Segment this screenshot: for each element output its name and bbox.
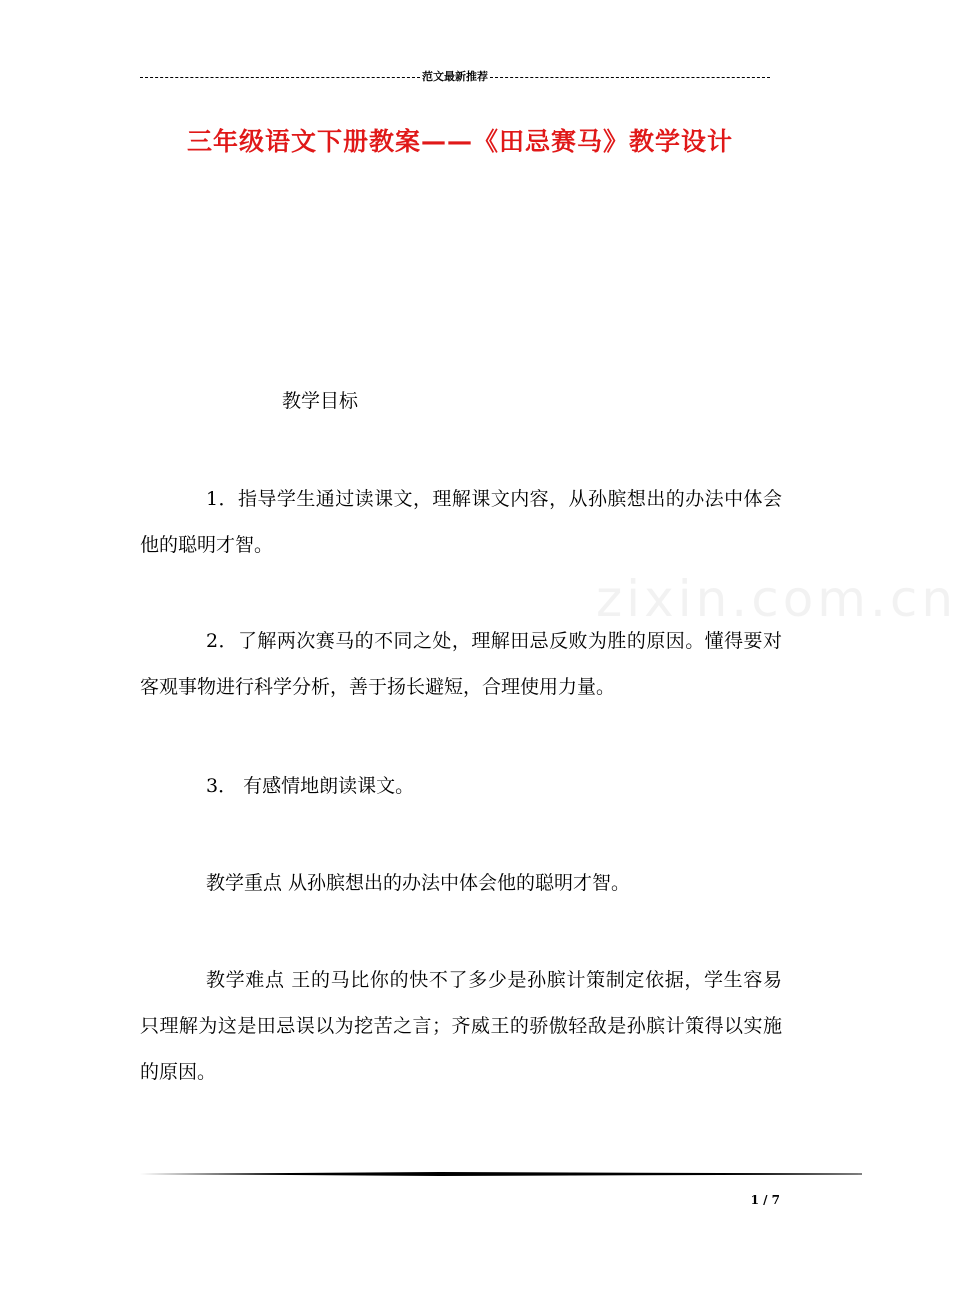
document-title: 三年级语文下册教案——《田忌赛马》教学设计 bbox=[186, 127, 733, 156]
page-number: 1 / 7 bbox=[750, 1193, 780, 1207]
header-line bbox=[140, 68, 770, 84]
footer-rule bbox=[140, 1172, 862, 1176]
header-label: 范文最新推荐 bbox=[422, 70, 488, 83]
header-dash-right bbox=[490, 77, 770, 78]
objective-3: 3． 有感情地朗读课文。 bbox=[206, 775, 415, 797]
header-dash-left bbox=[140, 77, 420, 78]
objective-2: 2．了解两次赛马的不同之处，理解田忌反败为胜的原因。懂得要对客观事物进行科学分析，善于扬长避短，合理使用力量。 bbox=[140, 630, 782, 698]
section-heading: 教学目标 bbox=[282, 390, 359, 412]
watermark: zixin.com.cn bbox=[596, 570, 957, 628]
objective-1: 1．指导学生通过读课文，理解课文内容，从孙膑想出的办法中体会他的聪明才智。 bbox=[140, 488, 782, 556]
difficulty: 教学难点 王的马比你的快不了多少是孙膑计策制定依据，学生容易只理解为这是田忌误以为挖苦之言；齐威王的骄傲轻敌是孙膑计策得以实施的原因。 bbox=[140, 969, 782, 1083]
key-point: 教学重点 从孙膑想出的办法中体会他的聪明才智。 bbox=[206, 872, 631, 894]
